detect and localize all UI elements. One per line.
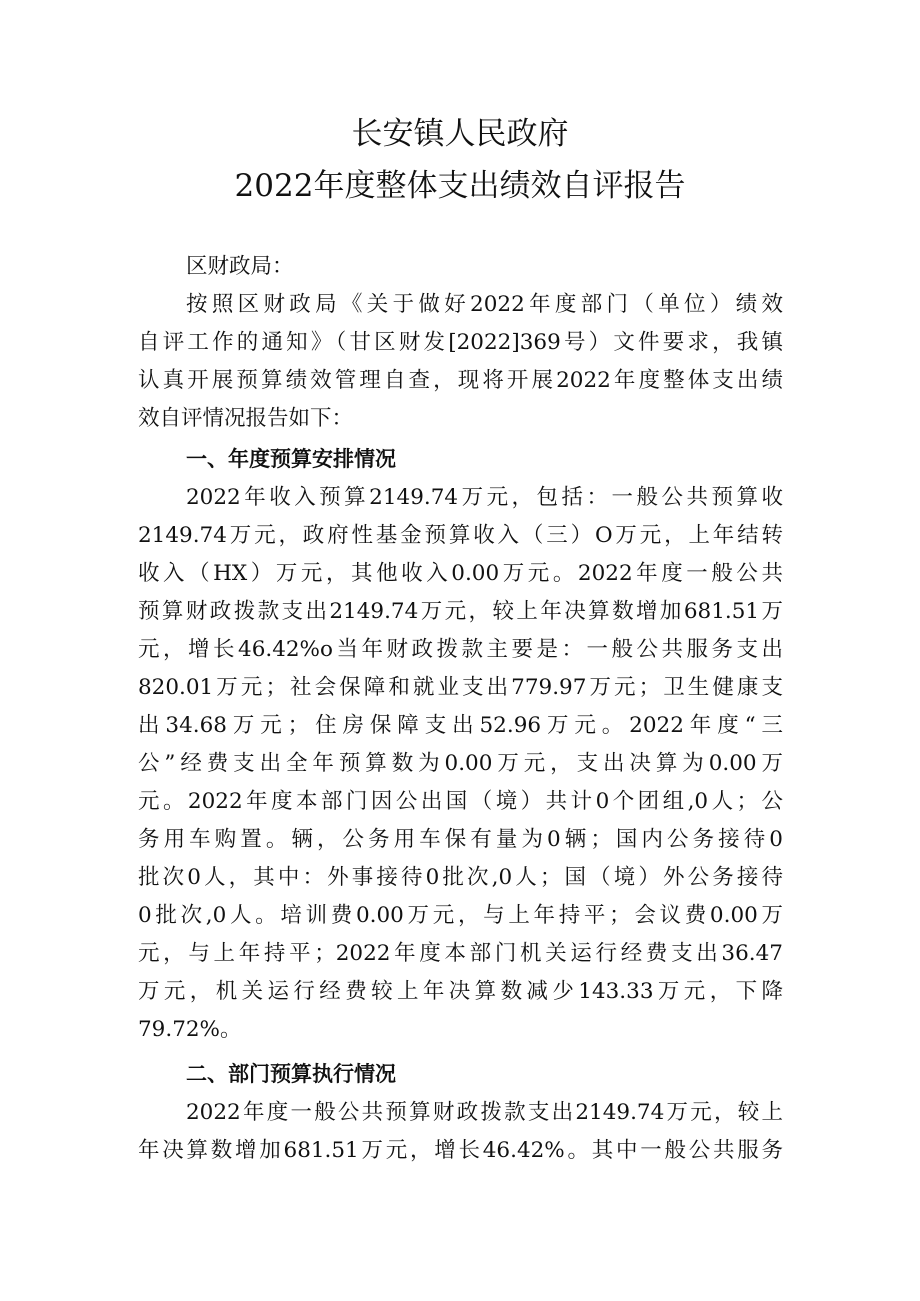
document-title-line1: 长安镇人民政府 — [351, 116, 569, 152]
paragraph-line: 务用车购置。辆，公务用车保有量为0辆；国内公务接待0 — [138, 827, 783, 852]
paragraph-line: 自评工作的通知》（甘区财发[2022]369号）文件要求，我镇 — [138, 330, 783, 355]
paragraph-line: 2022年度一般公共预算财政拨款支出2149.74万元，较上 — [186, 1100, 783, 1125]
document-title-line2: 2022年度整体支出绩效自评报告 — [234, 168, 686, 204]
paragraph-line: 元，与上年持平；2022年度本部门机关运行经费支出36.47 — [138, 941, 783, 966]
section-heading-budget-arrangement: 一、年度预算安排情况 — [186, 447, 396, 471]
paragraph-line: 79.72%。 — [138, 1017, 242, 1042]
paragraph-line: 按照区财政局《关于做好2022年度部门（单位）绩效 — [186, 292, 783, 317]
paragraph-line: 出34.68万元；住房保障支出52.96万元。2022年度“三 — [138, 713, 783, 738]
paragraph-line: 公”经费支出全年预算数为0.00万元，支出决算为0.00万 — [138, 751, 783, 776]
paragraph-line: 2149.74万元，政府性基金预算收入（三）O万元，上年结转 — [138, 523, 783, 548]
paragraph-line: 认真开展预算绩效管理自查，现将开展2022年度整体支出绩 — [138, 368, 783, 393]
salutation: 区财政局： — [186, 254, 294, 279]
paragraph-line: 元，增长46.42%o当年财政拨款主要是：一般公共服务支出 — [138, 637, 783, 662]
section-heading-budget-execution: 二、部门预算执行情况 — [186, 1062, 396, 1086]
paragraph-line: 预算财政拨款支出2149.74万元，较上年决算数增加681.51万 — [138, 599, 783, 624]
paragraph-line: 元。2022年度本部门因公出国（境）共计0个团组,0人；公 — [138, 789, 783, 814]
paragraph-line: 批次0人，其中：外事接待0批次,0人；国（境）外公务接待 — [138, 865, 783, 890]
paragraph-line: 收入（HX）万元，其他收入0.00万元。2022年度一般公共 — [138, 561, 783, 586]
paragraph-line: 效自评情况报告如下： — [138, 406, 354, 431]
paragraph-line: 0批次,0人。培训费0.00万元，与上年持平；会议费0.00万 — [138, 903, 783, 928]
paragraph-line: 820.01万元；社会保障和就业支出779.97万元；卫生健康支 — [138, 675, 783, 700]
paragraph-line: 万元，机关运行经费较上年决算数减少143.33万元，下降 — [138, 979, 783, 1004]
paragraph-line: 年决算数增加681.51万元，增长46.42%。其中一般公共服务 — [138, 1138, 783, 1163]
paragraph-line: 2022年收入预算2149.74万元，包括：一般公共预算收 — [186, 485, 783, 510]
